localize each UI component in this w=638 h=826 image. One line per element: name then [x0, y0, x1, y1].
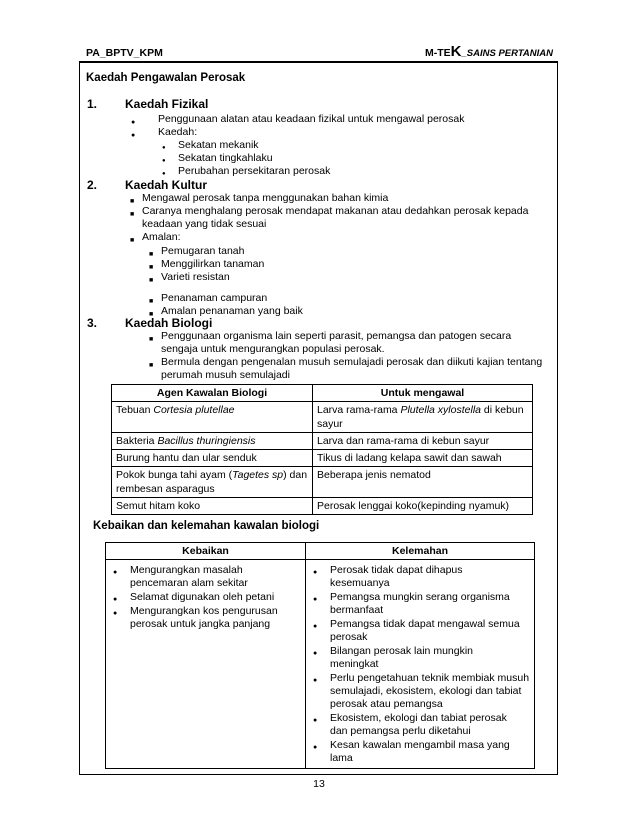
s1-sub-2: ● Sekatan tingkahlaku: [178, 152, 273, 165]
s1-sub-1: ● Sekatan mekanik: [178, 139, 259, 152]
header-right: M-TEK_SAINS PERTANIAN: [424, 43, 553, 60]
table-cell: Perosak lenggai koko(kepinding nyamuk): [313, 498, 533, 515]
section-1-number: 1.: [87, 97, 98, 111]
s2-bullet-3: ■ Amalan:: [142, 231, 181, 244]
table-row: [112, 402, 533, 433]
list-item: ● Selamat digunakan oleh petani: [110, 591, 301, 604]
s3-bullet-1: ■ Penggunaan organisma lain seperti parasit, pemangsa dan patogen secara: [161, 330, 511, 343]
disadvantages-cell: [306, 560, 535, 769]
list-item: ● Pemangsa mungkin serang organisma bermanfaat: [310, 591, 520, 617]
table-cell: Tebuan Cortesia plutellae: [112, 402, 313, 433]
header-left: PA_BPTV_KPM: [86, 47, 163, 59]
table-cell: Burung hantu dan ular senduk: [112, 450, 313, 467]
table-header-row: [112, 385, 533, 402]
section-2-number: 2.: [87, 178, 98, 192]
list-item: ● Bilangan perosak lain mungkin meningkat: [310, 645, 500, 671]
s1-bullet-2: ● Kaedah:: [158, 126, 197, 139]
advantages-table: [105, 542, 535, 769]
s2-bullet-2-cont: keadaan yang tidak sesuai: [142, 218, 267, 230]
table-row: [106, 560, 535, 769]
s2-bullet-1: ■ Mengawal perosak tanpa menggunakan bahan kimia: [142, 192, 388, 205]
table-header: Untuk mengawal: [313, 385, 533, 402]
section-3-title: Kaedah Biologi: [125, 316, 213, 330]
s2-bullet-2: ■ Caranya menghalang perosak mendapat makanan atau dedahkan perosak kepada: [142, 205, 528, 218]
page-title: Kaedah Pengawalan Perosak: [86, 72, 246, 84]
list-item: ● Perosak tidak dapat dihapus kesemuanya: [310, 564, 490, 590]
table-cell: Tikus di ladang kelapa sawit dan sawah: [313, 450, 533, 467]
s2-sub-5: ■ Amalan penanaman yang baik: [161, 305, 303, 318]
table-cell: Pokok bunga tahi ayam (Tagetes sp) dan rembesan asparagus: [112, 467, 313, 498]
list-item: ● Ekosistem, ekologi dan tabiat perosak dan pemangsa perlu diketahui: [310, 712, 520, 738]
table-cell: Semut hitam koko: [112, 498, 313, 515]
s1-bullet-1: ● Penggunaan alatan atau keadaan fizikal untuk mengawal perosak: [158, 113, 464, 126]
list-item: ● Kesan kawalan mengambil masa yang lama: [310, 739, 520, 765]
s2-sub-1: ■ Pemugaran tanah: [161, 245, 244, 258]
table-row: [112, 498, 533, 515]
table-cell: Bakteria Bacillus thuringiensis: [112, 433, 313, 450]
table-cell: Larva dan rama-rama di kebun sayur: [313, 433, 533, 450]
list-item: ● Mengurangkan kos pengurusan perosak untuk jangka panjang: [110, 605, 290, 631]
list-item: ● Pemangsa tidak dapat mengawal semua perosak: [310, 618, 530, 644]
section-1-title: Kaedah Fizikal: [125, 97, 209, 111]
table-row: [112, 433, 533, 450]
s3-bullet-2-cont: perumah musuh semulajadi: [161, 369, 290, 381]
table-row: [112, 450, 533, 467]
list-item: ● Perlu pengetahuan teknik membiak musuh semulajadi, ekosistem, ekologi dan tabiat perosak atau pemangsa: [310, 672, 530, 711]
table-header: Kebaikan: [106, 543, 306, 560]
s2-sub-2: ■ Menggilirkan tanaman: [161, 258, 264, 271]
page-number: 13: [313, 778, 325, 790]
section-2-title: Kaedah Kultur: [125, 178, 208, 192]
s3-bullet-2: ■ Bermula dengan pengenalan musuh semulajadi perosak dan diikuti kajian tentang: [161, 356, 542, 369]
table-header: Kelemahan: [306, 543, 535, 560]
s2-sub-3: ■ Varieti resistan: [161, 271, 230, 284]
s2-sub-4: ■ Penanaman campuran: [161, 292, 267, 305]
list-item: ● Mengurangkan masalah pencemaran alam sekitar: [110, 564, 280, 590]
table-cell: Beberapa jenis nematod: [313, 467, 533, 498]
s1-sub-3: ● Perubahan persekitaran perosak: [178, 165, 330, 178]
table-row: [112, 467, 533, 498]
table-header: Agen Kawalan Biologi: [112, 385, 313, 402]
section-3-number: 3.: [87, 316, 98, 330]
table-cell: Larva rama-rama Plutella xylostella di kebun sayur: [313, 402, 533, 433]
subtitle-advantages: Kebaikan dan kelemahan kawalan biologi: [93, 520, 320, 532]
table-header-row: [106, 543, 535, 560]
s3-bullet-1-cont: sengaja untuk mengurangkan populasi perosak.: [161, 343, 385, 355]
advantages-cell: [106, 560, 306, 769]
biological-agents-table: [111, 384, 533, 515]
